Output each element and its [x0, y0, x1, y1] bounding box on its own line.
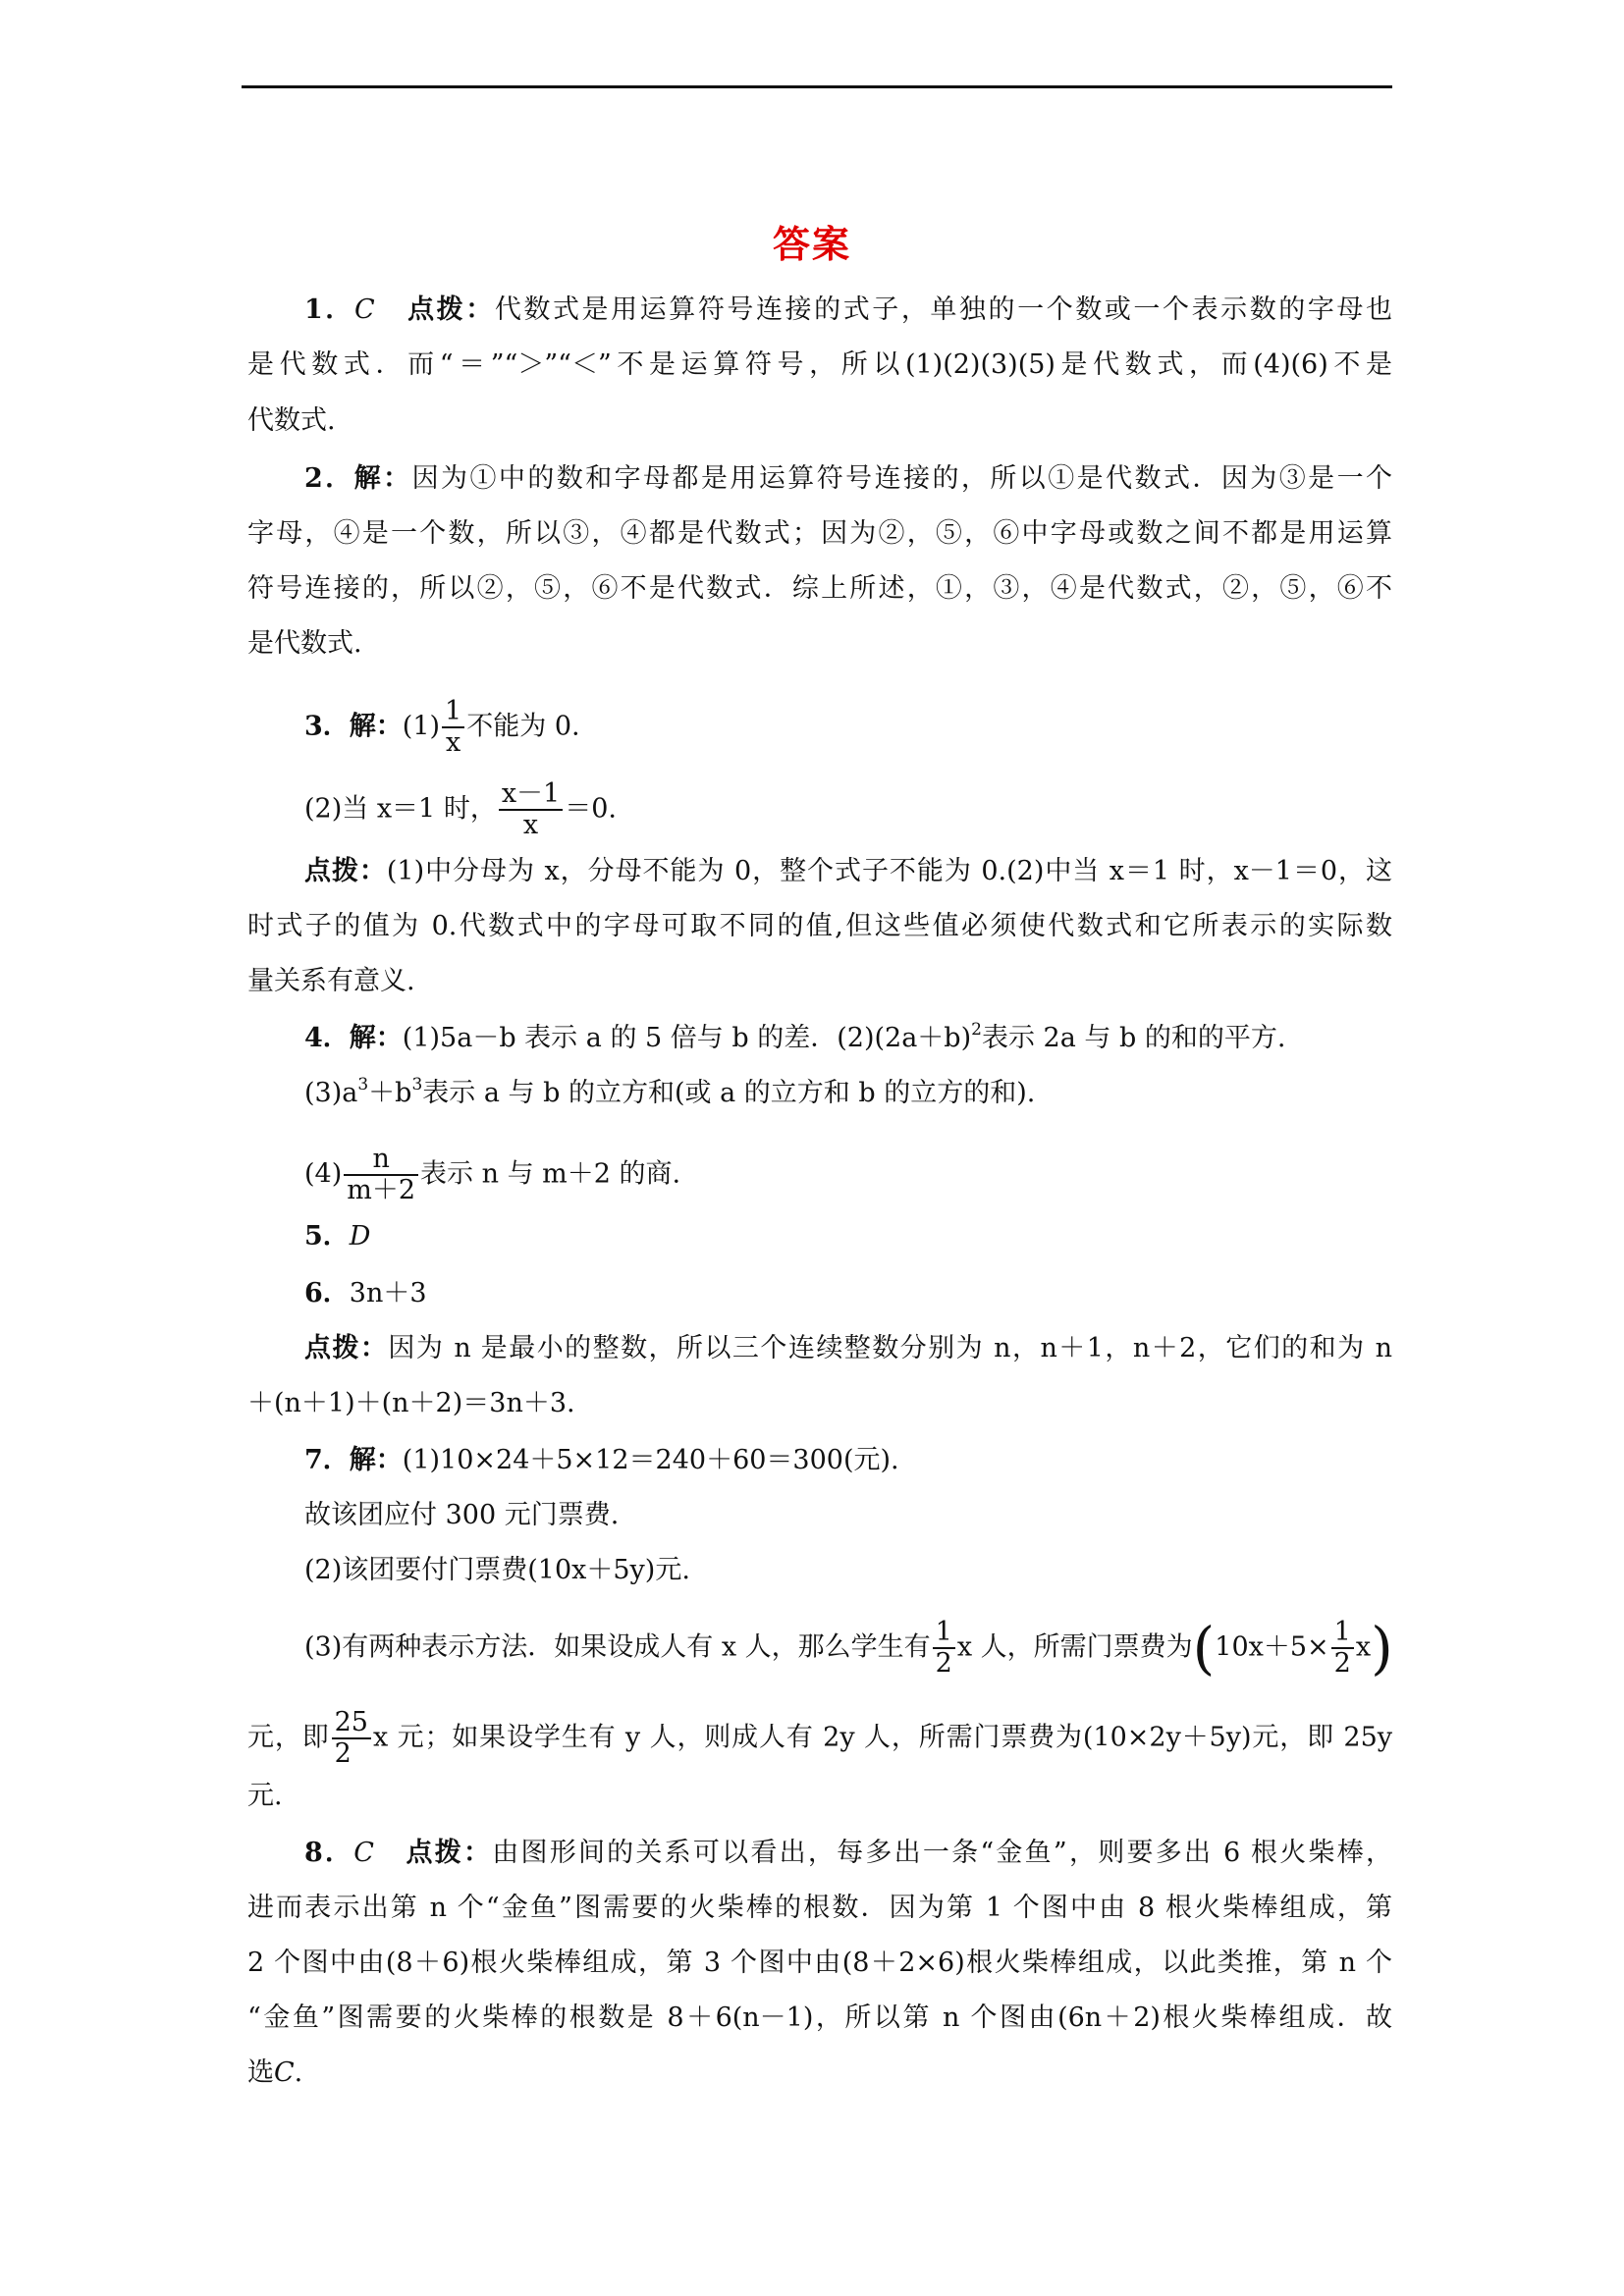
answer-2-line-3: 符号连接的，所以②，⑤，⑥不是代数式．综上所述，①，③，④是代数式，②，⑤，⑥不 — [247, 573, 1392, 604]
header-rule — [242, 85, 1392, 88]
answer-4-line-3: (4) $\frac{n}{m+2}$ 表示 n 与 m＋2 的商. — [304, 1144, 681, 1205]
answer-6-tip-line-2: ＋(n＋1)＋(n＋2)＝3n＋3. — [247, 1388, 575, 1418]
answer-3-tip-line-1: 点拨：(1)中分母为 x，分母不能为 0，整个式子不能为 0.(2)中当 x＝1 时，x－1＝0，这 — [304, 856, 1393, 886]
answer-1-line-2: 是代数式．而“＝”“＞”“＜”不是运算符号，所以(1)(2)(3)(5)是代数式，而(4)(6)不是 — [247, 349, 1392, 380]
fraction: $\frac{25}{2}$ — [332, 1708, 371, 1769]
answer-3-tip-line-2: 时式子的值为 0.代数式中的字母可取不同的值,但这些值必须使代数式和它所表示的实际数 — [247, 911, 1392, 941]
answer-6: 6．3n＋3 — [304, 1278, 427, 1308]
answer-8-line-2: 进而表示出第 n 个“金鱼”图需要的火柴棒的根数．因为第 1 个图中由 8 根火柴棒组成，第 — [247, 1893, 1392, 1923]
answer-7-line-2: 故该团应付 300 元门票费. — [304, 1500, 620, 1530]
page-title: 答案 — [772, 223, 851, 266]
answer-7-line-3: (2)该团要付门票费(10x＋5y)元. — [304, 1555, 690, 1585]
answer-7-line-4: (3)有两种表示方法．如果设成人有 x 人，那么学生有 $\frac{1}{2}$ x 人，所需门票费为(10x＋5× $\frac{1}{2}$ x) — [304, 1615, 1393, 1682]
answer-8-choice: C — [353, 1838, 374, 1868]
fraction: $\frac{1}{x}$ — [442, 697, 464, 758]
answer-3-line-1: 3．解：(1) $\frac{1}{x}$ 不能为 0. — [304, 696, 580, 758]
answer-7-line-1: 7．解：(1)10×24＋5×12＝240＋60＝300(元). — [304, 1445, 899, 1475]
answer-3-line-2: (2)当 x＝1 时， $\frac{x-1}{x}$ ＝0. — [304, 778, 617, 840]
answer-5-choice: D — [349, 1221, 371, 1252]
answer-5: 5．D — [304, 1221, 371, 1252]
answer-1-line-3: 代数式. — [247, 405, 336, 436]
answer-4-line-1: 4．解：(1)5a－b 表示 a 的 5 倍与 b 的差．$(2)(2a+b)^2$表示 2a 与 b 的和的平方. — [304, 1020, 1286, 1053]
answer-4-line-2: $(3)a^3+b^3$表示 a 与 b 的立方和(或 a 的立方和 b 的立方的和). — [304, 1075, 1036, 1108]
answer-1-choice: C — [353, 294, 375, 325]
answer-2-line-2: 字母，④是一个数，所以③，④都是代数式；因为②，⑤，⑥中字母或数之间不都是用运算 — [247, 518, 1392, 549]
fraction: $\frac{1}{2}$ — [1331, 1618, 1354, 1679]
fraction: $\frac{x-1}{x}$ — [499, 779, 563, 840]
answer-3-tip-line-3: 量关系有意义. — [247, 966, 415, 996]
answer-6-tip-line-1: 点拨：因为 n 是最小的整数，所以三个连续整数分别为 n，n＋1，n＋2，它们的和为 n — [304, 1333, 1392, 1363]
answer-2-line-4: 是代数式. — [247, 628, 362, 659]
answer-8-line-1: 8．C 点拨：由图形间的关系可以看出，每多出一条“金鱼”，则要多出 6 根火柴棒， — [304, 1838, 1393, 1868]
fraction: $\frac{n}{m+2}$ — [344, 1145, 418, 1205]
right-paren: ) — [1371, 1615, 1393, 1682]
answer-8-line-3: 2 个图中由(8＋6)根火柴棒组成，第 3 个图中由(8＋2×6)根火柴棒组成，以此类推，第 n 个 — [247, 1948, 1392, 1978]
answer-1-line-1: 1．C 点拨：代数式是用运算符号连接的式子，单独的一个数或一个表示数的字母也 — [304, 294, 1393, 325]
answer-7-line-6: 元. — [247, 1781, 283, 1811]
fraction: $\frac{1}{2}$ — [933, 1618, 955, 1679]
answer-7-line-5: 元，即 $\frac{25}{2}$ x 元；如果设学生有 y 人，则成人有 2y 人，所需门票费为(10×2y＋5y)元，即 25y — [247, 1707, 1392, 1769]
answer-2-line-1: 2．解：因为①中的数和字母都是用运算符号连接的，所以①是代数式．因为③是一个 — [304, 463, 1393, 494]
answer-8-line-4: “金鱼”图需要的火柴棒的根数是 8＋6(n－1)，所以第 n 个图由(6n＋2)根火柴棒组成．故 — [247, 2002, 1392, 2033]
left-paren: ( — [1192, 1615, 1216, 1682]
answer-8-line-5: 选C. — [247, 2057, 303, 2088]
